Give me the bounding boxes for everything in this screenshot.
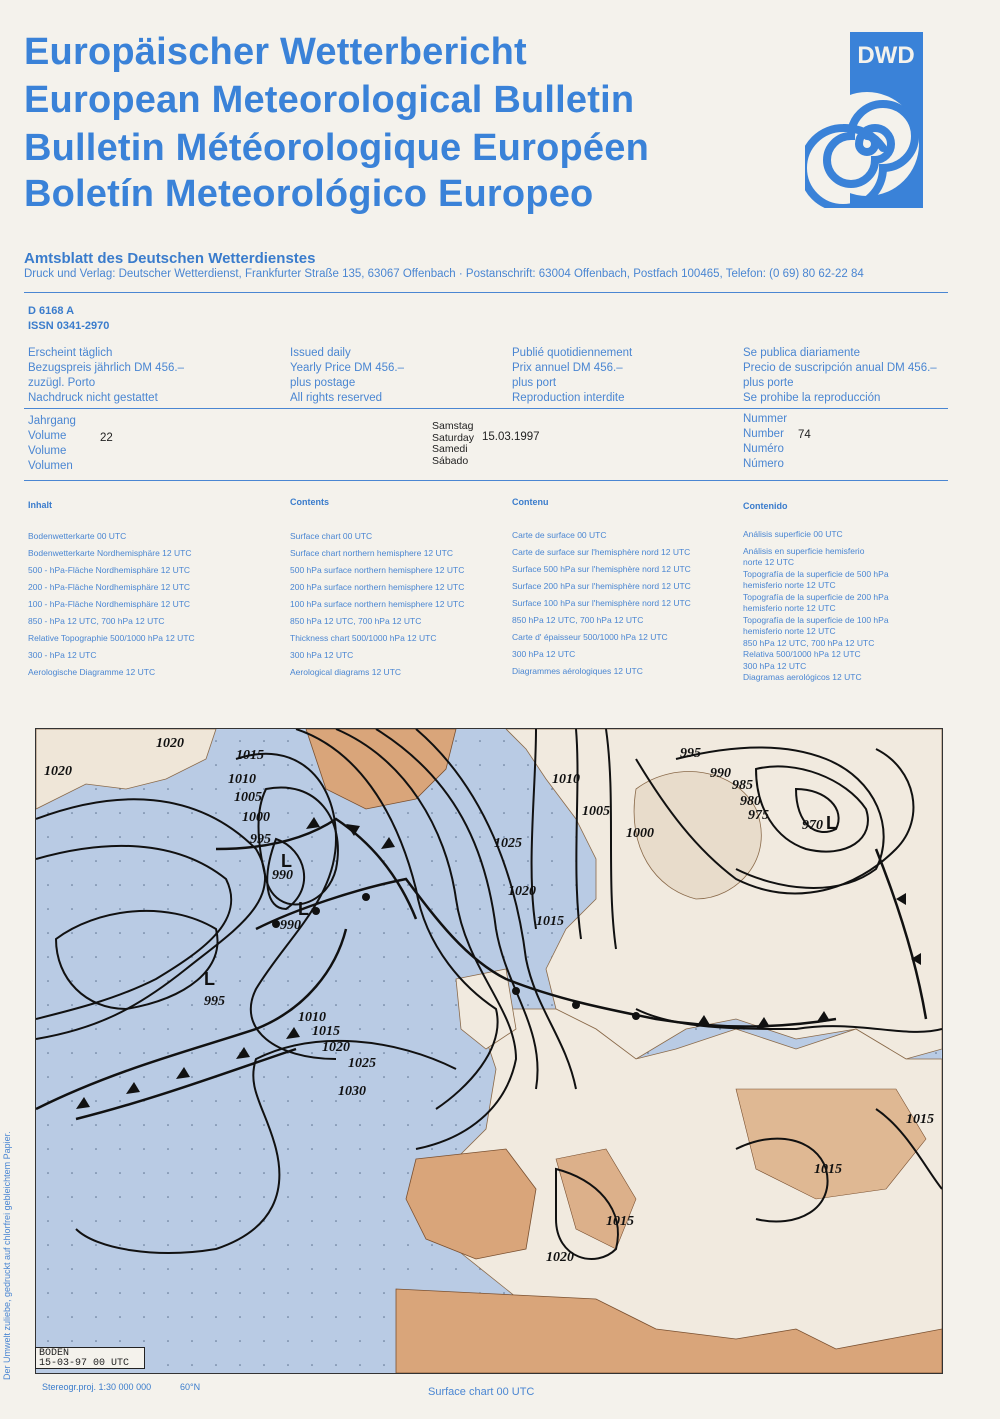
contents-head-de: Inhalt — [28, 500, 52, 510]
isobar-label: 1020 — [546, 1250, 574, 1265]
terms-fr — [512, 346, 632, 406]
day-label: Sábado — [432, 454, 469, 467]
contents-head-es: Contenido — [743, 501, 788, 511]
isobar-label: 1015 — [312, 1024, 340, 1039]
number-label: Nummer — [743, 413, 788, 425]
contents-item: Relative Topographie 500/1000 hPa 12 UTC — [28, 633, 195, 643]
isobar-label: 970 — [802, 818, 823, 833]
number-label: Numéro — [743, 443, 784, 455]
title-french: Bulletin Météorologique Européen — [24, 127, 649, 169]
isobar-label: 1015 — [906, 1112, 934, 1127]
contents-item: 100 hPa surface northern hemisphere 12 UTC — [290, 599, 465, 609]
contents-head-en: Contents — [290, 497, 329, 507]
surface-chart-map — [35, 728, 943, 1374]
contents-item: Topografía de la superficie de 200 hPa — [743, 591, 889, 602]
isobar-label: 1030 — [338, 1084, 366, 1099]
divider — [24, 480, 948, 481]
contents-item: Surface 500 hPa sur l'hemisphère nord 12 UTC — [512, 564, 691, 574]
low-center: L — [298, 899, 309, 919]
volume-label: Volumen — [28, 460, 73, 472]
contents-item: Bodenwetterkarte 00 UTC — [28, 531, 127, 541]
isobar-label: 975 — [748, 808, 769, 823]
isobar-label: 1015 — [606, 1214, 634, 1229]
terms-de — [28, 346, 184, 406]
terms-es-line: plus porte — [743, 377, 794, 389]
terms-en-line: Yearly Price DM 456.– — [290, 362, 404, 374]
contents-list-fr — [512, 527, 691, 680]
contents-item: 500 - hPa-Fläche Nordhemisphäre 12 UTC — [28, 565, 191, 575]
terms-de-line: Erscheint täglich — [28, 347, 113, 359]
isobar-label: 995 — [250, 832, 271, 847]
contents-item: Carte d' épaisseur 500/1000 hPa 12 UTC — [512, 632, 668, 642]
isobar-label: 990 — [280, 918, 301, 933]
contents-item: 850 - hPa 12 UTC, 700 hPa 12 UTC — [28, 616, 165, 626]
contents-item: hemisferio norte 12 UTC — [743, 626, 836, 636]
isobar-label: 1020 — [508, 884, 536, 899]
low-center: L — [281, 851, 292, 871]
contents-item: Aerologische Diagramme 12 UTC — [28, 667, 156, 677]
volume-label: Jahrgang — [28, 415, 76, 427]
contents-item: Bodenwetterkarte Nordhemisphäre 12 UTC — [28, 548, 192, 558]
isobar-label: 1015 — [814, 1162, 842, 1177]
isobar-label: 990 — [710, 766, 731, 781]
map-label-time: 15-03-97 00 UTC — [39, 1358, 130, 1369]
publisher-title: Amtsblatt des Deutschen Wetterdienstes — [24, 250, 316, 267]
contents-item: hemisferio norte 12 UTC — [743, 603, 836, 613]
contents-item: 200 hPa surface northern hemisphere 12 UTC — [290, 582, 465, 592]
contents-list-en — [290, 528, 464, 681]
contents-item: 850 hPa 12 UTC, 700 hPa 12 UTC — [743, 637, 875, 648]
low-center: L — [826, 813, 837, 833]
dwd-logo-text: DWD — [857, 42, 915, 69]
divider — [24, 408, 948, 409]
volume-labels — [28, 414, 76, 474]
isobar-label: 1000 — [242, 810, 270, 825]
terms-de-line: Nachdruck nicht gestattet — [28, 392, 158, 404]
d-number: D 6168 A — [28, 305, 75, 317]
isobar-label: 1025 — [348, 1056, 376, 1071]
contents-item: Surface 200 hPa sur l'hemisphère nord 12 UTC — [512, 581, 691, 591]
terms-es — [743, 346, 937, 406]
map-label-boden: BODEN — [39, 1348, 70, 1359]
contents-item: Análisis superficie 00 UTC — [743, 529, 843, 539]
contents-item: Carte de surface 00 UTC — [512, 530, 607, 540]
contents-item: 200 - hPa-Fläche Nordhemisphäre 12 UTC — [28, 582, 191, 592]
contents-item: Topografía de la superficie de 100 hPa — [743, 614, 889, 625]
isobar-label: 990 — [272, 868, 293, 883]
contents-item: Relativa 500/1000 hPa 12 UTC — [743, 649, 861, 659]
volume-value: 22 — [100, 432, 113, 444]
contents-item: 850 hPa 12 UTC, 700 hPa 12 UTC — [290, 616, 422, 626]
isobar-label: 1015 — [236, 748, 264, 763]
map-label-box — [35, 1347, 145, 1369]
contents-item: Análisis en superficie hemisferio — [743, 545, 865, 556]
isobar-label: 1010 — [228, 772, 256, 787]
isobar-label: 1015 — [536, 914, 564, 929]
contents-list-de — [28, 528, 195, 681]
terms-en — [290, 346, 404, 406]
issn: ISSN 0341-2970 — [28, 320, 110, 332]
terms-fr-line: Publié quotidiennement — [512, 347, 633, 359]
title-german: Europäischer Wetterbericht — [24, 31, 527, 73]
isobar-label: 995 — [680, 746, 701, 761]
terms-de-line: zuzügl. Porto — [28, 377, 96, 389]
map-latitude: 60°N — [180, 1382, 201, 1392]
publisher-address: Druck und Verlag: Deutscher Wetterdienst, Frankfurter Straße 135, 63067 Offenbach · Postanschrift: 63004 Offenbach, Postfach 100465, Telefon: (0 69) 80 62-22 84 — [24, 268, 864, 280]
contents-item: 100 - hPa-Fläche Nordhemisphäre 12 UTC — [28, 599, 191, 609]
contents-item: 300 hPa 12 UTC — [290, 650, 354, 660]
isobar-label: 1010 — [552, 772, 580, 787]
contents-item: 300 - hPa 12 UTC — [28, 650, 97, 660]
terms-en-line: All rights reserved — [290, 392, 383, 404]
isobar-label: 1005 — [582, 804, 610, 819]
contents-item: Diagramas aerológicos 12 UTC — [743, 672, 862, 682]
contents-item: Thickness chart 500/1000 hPa 12 UTC — [290, 633, 437, 643]
volume-label: Volume — [28, 430, 67, 442]
contents-item: Diagrammes aérologiques 12 UTC — [512, 666, 643, 676]
isobar-label: 1020 — [44, 764, 72, 779]
day-label: Samstag — [432, 420, 474, 432]
contents-item: Surface 100 hPa sur l'hemisphère nord 12 UTC — [512, 598, 691, 608]
contents-item: hemisferio norte 12 UTC — [743, 580, 836, 590]
divider — [24, 292, 948, 293]
side-note-text: Der Umwelt zuliebe, gedruckt auf chlorfrei gebleichtem Papier. — [2, 1131, 12, 1380]
contents-item: Surface chart northern hemisphere 12 UTC — [290, 548, 453, 558]
contents-item: 850 hPa 12 UTC, 700 hPa 12 UTC — [512, 615, 644, 625]
title-spanish: Boletín Meteorológico Europeo — [24, 173, 594, 215]
terms-fr-line: plus port — [512, 377, 557, 389]
number-label: Número — [743, 458, 784, 470]
isobar-label: 1025 — [494, 836, 522, 851]
low-center: L — [204, 969, 215, 989]
contents-item: Carte de surface sur l'hemisphère nord 12 UTC — [512, 547, 691, 557]
number-labels — [743, 412, 787, 472]
side-note — [0, 1040, 14, 1380]
number-label: Number — [743, 428, 784, 440]
contents-item: 300 hPa 12 UTC — [512, 649, 576, 659]
contents-head-fr: Contenu — [512, 497, 549, 507]
title-english: European Meteorological Bulletin — [24, 79, 635, 121]
isobar-label: 1000 — [626, 826, 654, 841]
contents-item: 300 hPa 12 UTC — [743, 660, 807, 671]
terms-fr-line: Reproduction interdite — [512, 392, 625, 404]
number-value: 74 — [798, 429, 811, 441]
dwd-logo — [805, 32, 923, 208]
terms-es-line: Precio de suscripción anual DM 456.– — [743, 362, 937, 374]
isobar-label: 980 — [740, 794, 761, 809]
isobar-label: 1005 — [234, 790, 262, 805]
isobar-label: 1010 — [298, 1010, 326, 1025]
contents-item: 500 hPa surface northern hemisphere 12 UTC — [290, 565, 465, 575]
terms-es-line: Se prohibe la reproducción — [743, 392, 881, 404]
isobar-label: 1020 — [156, 736, 184, 751]
contents-list-es — [743, 529, 889, 684]
contents-item: Surface chart 00 UTC — [290, 531, 373, 541]
contents-item: Topografía de la superficie de 500 hPa — [743, 568, 889, 579]
map-projection: Stereogr.proj. 1:30 000 000 — [42, 1382, 152, 1392]
day-label: Saturday — [432, 431, 475, 444]
issue-date: 15.03.1997 — [482, 431, 540, 443]
isobar-label: 985 — [732, 778, 753, 793]
volume-label: Volume — [28, 445, 67, 457]
terms-en-line: plus postage — [290, 377, 356, 389]
isobar-label: 1020 — [322, 1040, 350, 1055]
terms-en-line: Issued daily — [290, 347, 351, 359]
contents-item: norte 12 UTC — [743, 557, 795, 567]
contents-item: Aerological diagrams 12 UTC — [290, 667, 402, 677]
day-label: Samedi — [432, 443, 468, 455]
day-labels — [432, 421, 474, 467]
terms-de-line: Bezugspreis jährlich DM 456.– — [28, 362, 184, 374]
terms-es-line: Se publica diariamente — [743, 347, 860, 359]
terms-fr-line: Prix annuel DM 456.– — [512, 362, 623, 374]
map-caption: Surface chart 00 UTC — [428, 1386, 535, 1398]
isobar-label: 995 — [204, 994, 225, 1009]
